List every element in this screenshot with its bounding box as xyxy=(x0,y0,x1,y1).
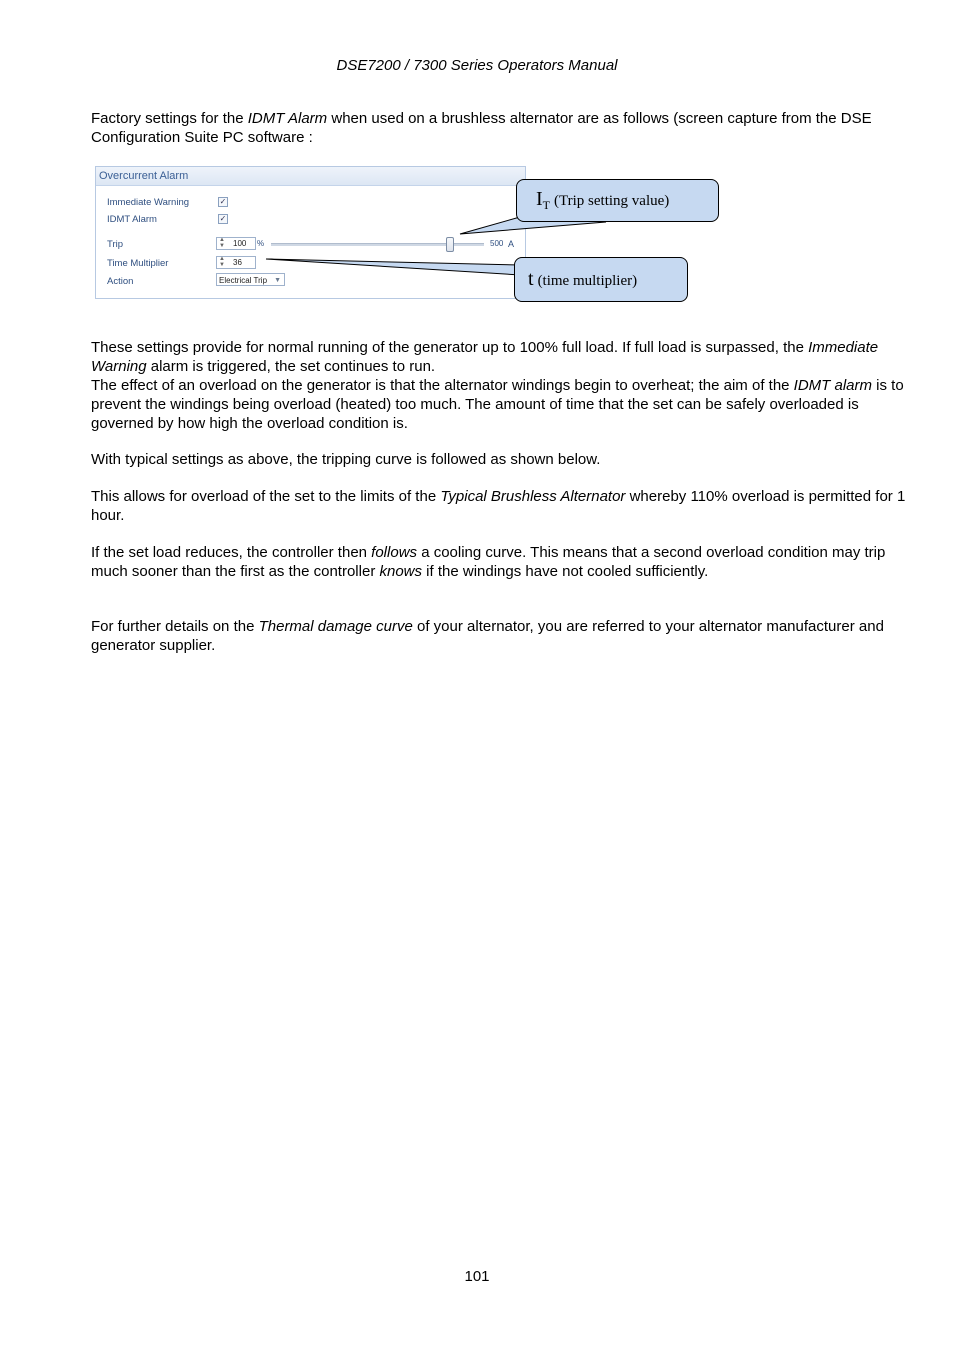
multiplier-callout-pointer xyxy=(266,259,520,275)
trip-callout-text: (Trip setting value) xyxy=(554,193,670,209)
trip-value: 100 xyxy=(233,239,247,248)
paragraph-tripping-curve: With typical settings as above, the tripping curve is followed as shown below. xyxy=(91,451,601,468)
action-value: Electrical Trip xyxy=(219,276,268,285)
running-header: DSE7200 / 7300 Series Operators Manual xyxy=(336,57,618,74)
paragraph-further-details: For further details on the Thermal damage curve of your alternator, you are referred to your alternator manufacturer and generator supplier. xyxy=(91,618,884,654)
idmt-alarm-label: IDMT Alarm xyxy=(107,214,157,225)
time-multiplier-callout xyxy=(514,257,688,302)
chevron-down-icon[interactable]: ▼ xyxy=(274,277,281,284)
multiplier-symbol: t xyxy=(528,268,534,290)
time-multiplier-value: 36 xyxy=(233,258,242,267)
paragraph-overload-limits: This allows for overload of the set to the limits of the Typical Brushless Alternator whereby 110% overload is permitted for 1 hour. xyxy=(91,488,906,524)
spinner-arrows-icon[interactable]: ▲ ▼ xyxy=(219,237,225,249)
trip-amps-value: 500 xyxy=(490,239,504,248)
spinner-arrows-icon[interactable]: ▲ ▼ xyxy=(219,256,225,268)
immediate-warning-label: Immediate Warning xyxy=(107,197,190,208)
panel-title: Overcurrent Alarm xyxy=(96,167,525,186)
intro-paragraph: Factory settings for the IDMT Alarm when used on a brushless alternator are as follows (screen capture from the DSE Configuration Suite PC software : xyxy=(91,110,872,146)
trip-amps-unit: A xyxy=(508,239,515,249)
paragraph-normal-running: These settings provide for normal running of the generator up to 100% full load. If full load is surpassed, the Immediate Warning alarm is triggered, the set continues to run. The effect of an overload on the generator is that the alternator windings begin to overheat; the aim of the IDMT alarm is to prevent the windings being overload (heated) too much. The amount of time that the set can be safely overloaded is governed by how high the overload condition is. xyxy=(91,339,904,432)
page-number: 101 xyxy=(464,1268,490,1285)
action-label: Action xyxy=(107,276,134,287)
trip-subscript: T xyxy=(542,198,551,212)
trip-label: Trip xyxy=(107,239,124,250)
idmt-alarm-checkbox[interactable]: ✓ xyxy=(219,214,227,223)
trip-symbol: I xyxy=(536,188,543,210)
paragraph-cooling-curve: If the set load reduces, the controller then follows a cooling curve. This means that a second overload condition may trip much sooner than the first as the controller knows if the windings have not cooled sufficiently. xyxy=(91,544,886,580)
immediate-warning-checkbox[interactable]: ✓ xyxy=(219,197,227,206)
trip-setting-callout xyxy=(516,179,719,222)
multiplier-callout-text: (time multiplier) xyxy=(537,273,638,289)
time-multiplier-label: Time Multiplier xyxy=(107,258,169,269)
trip-unit: % xyxy=(257,239,265,248)
